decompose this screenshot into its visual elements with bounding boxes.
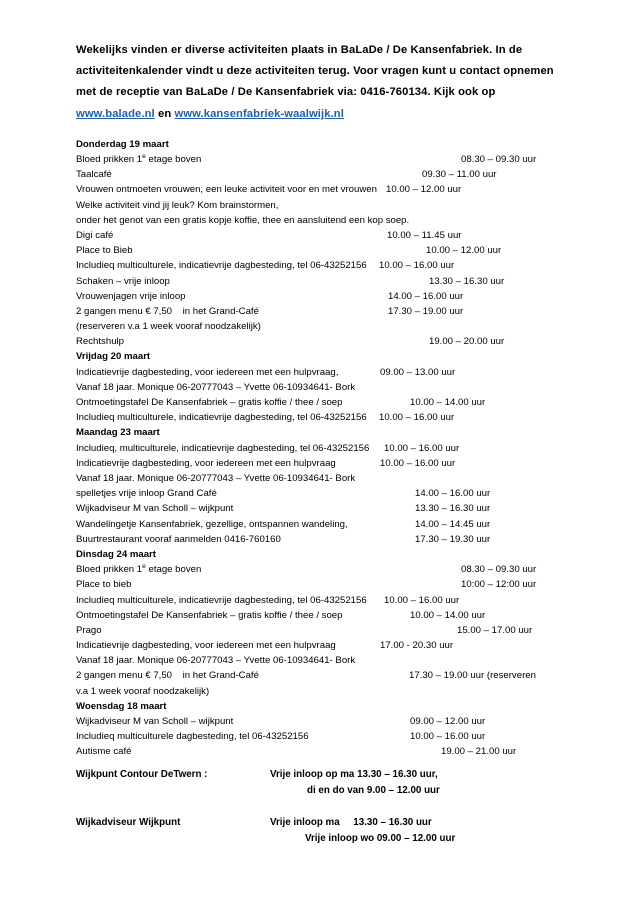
activity-label: Autisme café [76,746,132,758]
activity-label: Buurtrestaurant vooraf aanmelden 0416-760160 [76,533,281,545]
activity-label: Place to Bieb [76,245,133,257]
footer-label: Wijkadviseur Wijkpunt [76,816,181,828]
activity-label: Bloed prikken 1 [76,564,143,576]
activity-row [76,365,576,380]
activity-label: Taalcafé [76,169,112,181]
balade-website-link[interactable]: www.balade.nl [76,107,155,120]
activity-time: 08.30 – 09.30 uur [461,564,537,576]
activity-row [76,228,576,243]
activity-label: Includieq multiculturele, indicatievrije dagbesteding, tel 06-43252156 [76,594,367,606]
activity-time: 10.00 – 16.00 uur [384,442,460,454]
activity-label: Wijkadviseur M van Scholl – wijkpunt [76,503,234,515]
activity-label: Indicatievrije dagbesteding, voor iedereen met een hulpvraag [76,640,336,652]
activity-label: v.a 1 week vooraf noodzakelijk) [76,685,210,697]
activity-row [76,562,576,577]
footer-hours: di en do van 9.00 – 12.00 uur [307,785,440,797]
intro-conjunction: en [157,107,172,120]
opening-hours-footer [76,767,576,848]
activity-time: 10.00 – 14.00 uur [410,397,486,409]
activity-row [76,243,576,258]
activity-row [76,744,576,759]
activity-row [76,471,576,486]
activity-label: Vrouwenjagen vrije inloop [76,290,186,302]
activity-label: Vanaf 18 jaar. Monique 06-20777043 – Yvette 06-10934641- Bork [76,381,356,393]
footer-label: Wijkpunt Contour DeTwern : [76,768,208,780]
activity-row [76,167,576,182]
activity-time: 13.30 – 16.30 uur [429,275,505,287]
activity-time: 10.00 – 12.00 uur [426,245,502,257]
activity-label: Indicatievrije dagbesteding, voor iedereen met een hulpvraag, [76,366,339,378]
intro-line-1: Wekelijks vinden er diverse activiteiten plaats in BaLaDe / De Kansenfabriek. In de [76,44,523,56]
day-heading: Dinsdag 24 maart [76,548,156,560]
ordinal-superscript: e [142,152,146,160]
activity-label: Prago [76,624,102,636]
activity-time: 10.00 – 16.00 uur [410,731,486,743]
activity-time: 10.00 – 14.00 uur [410,609,486,621]
activity-row [76,274,576,289]
activity-label: (reserveren v.a 1 week vooraf noodzakelijk) [76,321,261,333]
activity-time: 15.00 – 17.00 uur [457,624,533,636]
activity-row [76,593,576,608]
activity-label: Ontmoetingstafel De Kansenfabriek – gratis koffie / thee / soep [76,609,343,621]
activity-row [76,213,576,228]
activity-label: Ontmoetingstafel De Kansenfabriek – gratis koffie / thee / soep [76,397,343,409]
activity-time: 19.00 – 21.00 uur [441,746,517,758]
activity-schedule [76,137,576,760]
intro-line-2: activiteitenkalender vindt u deze activiteiten terug. Voor vragen kunt u contact opnemen [76,65,554,78]
activity-label: 2 gangen menu € 7,50 in het Grand-Café [76,305,259,317]
activity-row [76,638,576,653]
activity-time: 17.30 – 19.30 uur [415,533,491,545]
activity-row [76,729,576,744]
activity-row [76,380,576,395]
activity-label: Wandelingetje Kansenfabriek, gezellige, ontspannen wandeling, [76,518,348,530]
activity-row [76,152,576,167]
activity-time: 17.30 – 19.00 uur [388,305,464,317]
activity-time: 09.30 – 11.00 uur [422,169,497,181]
intro-line-3: met de receptie van BaLaDe / De Kansenfabriek via: 0416-760134. Kijk ook op [76,86,496,99]
activity-label: Includieq multiculturele, indicatievrije dagbesteding, tel 06-43252156 [76,260,367,272]
activity-row [76,198,576,213]
activity-row [76,623,576,638]
activity-label: Includieq multiculturele, indicatievrije dagbesteding, tel 06-43252156 [76,412,367,424]
footer-row [76,815,576,832]
activity-time: 10.00 – 16.00 uur [379,412,455,424]
activity-row [76,501,576,516]
activity-time: 13.30 – 16.30 uur [415,503,491,515]
footer-row [76,767,576,784]
activity-time: 10.00 – 16.00 uur [384,594,460,606]
activity-time: 09.00 – 12.00 uur [410,716,486,728]
activity-label: Includieq, multiculturele, indicatievrije dagbesteding, tel 06-43252156 [76,442,370,454]
activity-row [76,182,576,197]
activity-time: 10.00 – 12.00 uur [386,184,462,196]
activity-label-tail: etage boven [145,564,202,576]
kansenfabriek-website-link[interactable]: www.kansenfabriek-waalwijk.nl [174,107,344,120]
ordinal-superscript: e [142,562,146,570]
activity-row [76,653,576,668]
activity-time: 10.00 – 16.00 uur [379,260,455,272]
activity-row [76,684,576,699]
activity-time: 14.00 – 14.45 uur [415,518,491,530]
activity-label: Includieq multiculturele dagbesteding, tel 06-43252156 [76,731,309,743]
activity-label: Digi café [76,229,114,241]
activity-time: 10.00 – 11.45 uur [387,229,462,241]
activity-time: 17.00 - 20.30 uur [380,640,454,652]
activity-time: 14.00 – 16.00 uur [415,488,491,500]
activity-label: Vanaf 18 jaar. Monique 06-20777043 – Yvette 06-10934641- Bork [76,472,356,484]
activity-label: onder het genot van een gratis kopje koffie, thee en aansluitend een kop soep. [76,214,410,226]
activity-row [76,714,576,729]
activity-label: Rechtshulp [76,336,124,348]
intro-paragraph [76,40,562,125]
activity-time: 09.00 – 13.00 uur [380,366,456,378]
activity-label: Vrouwen ontmoeten vrouwen, een leuke activiteit voor en met vrouwen [76,184,377,196]
footer-hours: Vrije inloop wo 09.00 – 12.00 uur [305,833,456,845]
activity-row [76,289,576,304]
activity-label: Welke activiteit vind jij leuk? Kom brainstormen, [76,199,279,211]
activity-row [76,334,576,349]
activity-label: Bloed prikken 1 [76,154,143,166]
activity-label: Schaken – vrije inloop [76,275,170,287]
day-heading: Maandag 23 maart [76,427,160,439]
footer-row [76,783,576,800]
activity-row [76,304,576,319]
activity-label: Vanaf 18 jaar. Monique 06-20777043 – Yvette 06-10934641- Bork [76,655,356,667]
activity-time: 17.30 – 19.00 uur (reserveren [409,670,536,682]
activity-row [76,532,576,547]
activity-label: spelletjes vrije inloop Grand Café [76,488,217,500]
activity-row [76,258,576,273]
day-heading: Donderdag 19 maart [76,138,169,150]
activity-time: 10.00 – 16.00 uur [380,457,456,469]
activity-label: Indicatievrije dagbesteding, voor iedereen met een hulpvraag [76,457,336,469]
footer-hours: Vrije inloop ma 13.30 – 16.30 uur [270,816,432,828]
day-heading: Vrijdag 20 maart [76,351,151,363]
activity-time: 08.30 – 09.30 uur [461,154,537,166]
activity-time: 14.00 – 16.00 uur [388,290,464,302]
activity-row [76,517,576,532]
activity-time: 10:00 – 12:00 uur [461,579,537,591]
activity-row [76,410,576,425]
activity-row [76,577,576,592]
activity-row [76,319,576,334]
day-heading: Woensdag 18 maart [76,700,167,712]
activity-label-tail: etage boven [145,154,202,166]
activity-label: 2 gangen menu € 7,50 in het Grand-Café [76,670,259,682]
activity-row [76,456,576,471]
activity-label: Place to bieb [76,579,132,591]
activity-row [76,608,576,623]
activity-time: 19.00 – 20.00 uur [429,336,505,348]
activity-row [76,668,576,683]
activity-label: Wijkadviseur M van Scholl – wijkpunt [76,716,234,728]
footer-hours: Vrije inloop op ma 13.30 – 16.30 uur, [270,768,438,780]
footer-row [76,831,576,848]
footer-spacer [76,800,576,815]
activity-row [76,486,576,501]
activity-row [76,441,576,456]
activity-row [76,395,576,410]
